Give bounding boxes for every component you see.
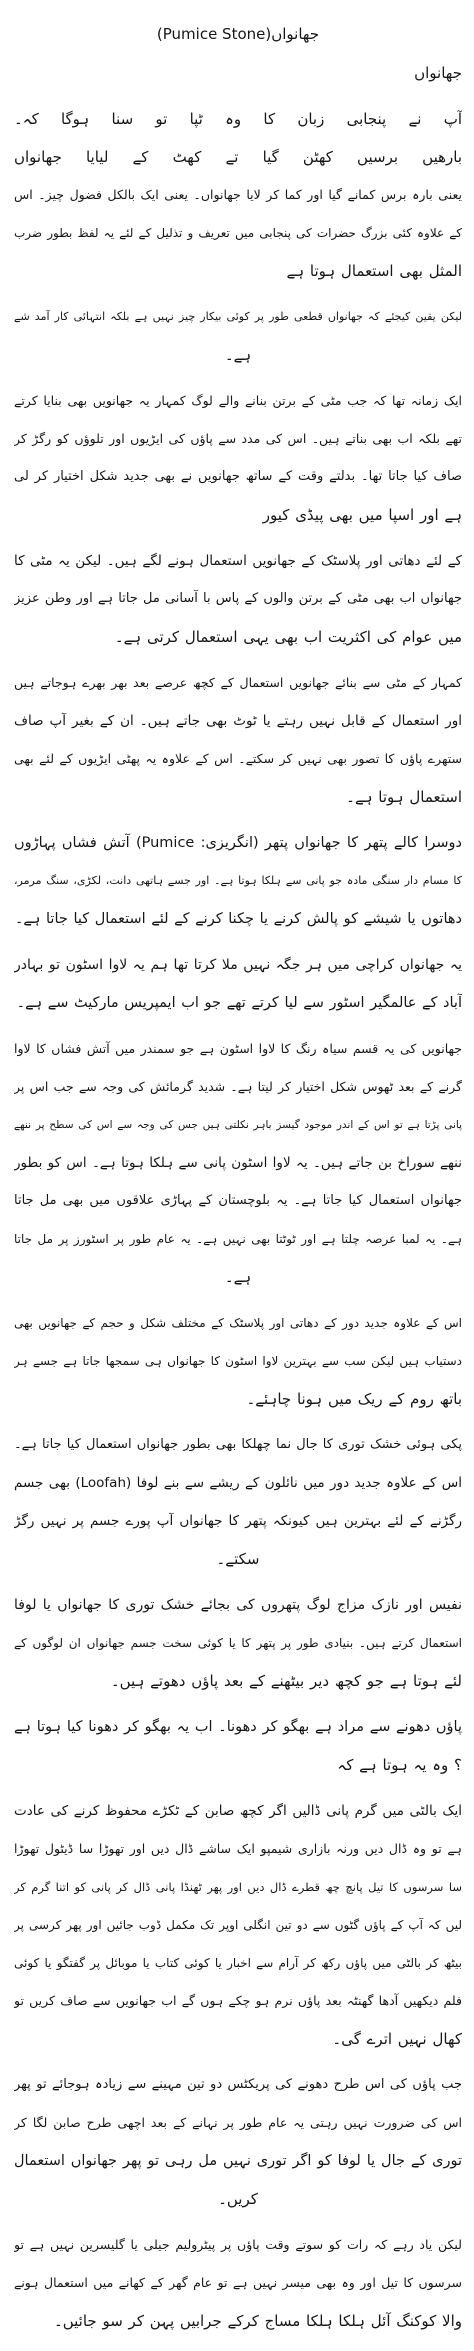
text-line: رگڑنے کے لئے بہترین ہیں کیونکہ پتھر کا جھانواں آپ پورے جسم پر نہیں رگڑ [14,1513,462,1529]
text-line: کھال نہیں اترے گی۔ [332,2030,462,2048]
text-line: اس کے علاوہ جدید دور کے دھاتی اور پلاسٹک کے مختلف شکل و حجم کے جھانویں بھی [14,1316,462,1330]
text-line: صاف کیا جاتا تھا۔ بدلتے وقت کے ساتھ جھانویں نے بھی جدید شکل اختیار کر لی [14,469,462,484]
text-line: پکی ہوئی خشک توری کا جال نما چھلکا بھی بطور جھانواں استعمال کیا جاتا ہے۔ [14,1437,462,1452]
text-line: ہے۔ یہ لمبا عرصہ چلتا ہے اور ٹوٹتا بھی نہیں ہے۔ یہ عام طور پر اسٹورز پر مل جاتا [14,1232,462,1246]
text-line: لیکن یاد رہے کہ رات کو سوتے وقت پاؤں پر پیٹرولیم جیلی یا گلیسرین نہیں ہے تو [14,2237,462,2252]
text-line: استعمال کرتے ہیں۔ بنیادی طور پر پتھر کا یا کوئی سخت جسم جھانواں ان لوگوں کے [14,1636,462,1650]
paragraph [14,100,462,290]
text-line: اس کی ضرورت نہیں رہتی یہ عام طور پر نہانے کے بعد اچھی طرح صابن لگا کر [14,2115,462,2130]
text-line: جھانویں کی یہ قسم سیاہ رنگ کا لاوا اسٹون ہے جو سمندر میں آتش فشاں کا لاوا [14,1041,462,1056]
text-line: جھانواں استعمال کیا جاتا ہے۔ یہ بلوچستان کے پہاڑی علاقوں میں بھی مل جاتا [14,1193,462,1208]
text-line: کے علاوہ کئی بزرگ حضرات کی پنجابی میں تعریف و تذلیل کے لئے یہ لفظ بطور ضرب [14,226,462,240]
paragraph [14,2066,462,2218]
paragraph [14,946,462,1022]
text-line: ننھے سوراخ بن جاتے ہیں۔ یہ لاوا اسٹون پانی سے ہلکا ہوتا ہے۔ اس کو بطور [14,1155,462,1171]
text-line: اس کے علاوہ جدید دور میں نائلون کے ریشے سے بنے لوفا (Loofah) بھی جسم [14,1475,462,1491]
text-line: توری کے جال یا لوفا کو اگر توری نہیں مل رہی تو پھر جھانواں استعمال [14,2153,462,2169]
paragraph [14,1586,462,1700]
text-line: فلم دیکھیں آدھا گھنٹہ بعد پاؤں نرم ہو چکے ہوں گے اب جھانویں سے صاف کریں تو [14,1993,462,2008]
paragraph [14,824,462,938]
text-line: بارھیں برسیں کھٹن گیا تے کھٹ کے لیایا جھانواں [14,148,462,166]
document-title: جھانواں(Pumice Stone) [156,25,320,43]
text-line: دوسرا کالے پتھر کا جھانواں پتھر (انگریزی: Pumice) آتش فشاں پہاڑوں [14,835,462,851]
paragraph [14,664,462,816]
text-line: دھاتوں یا شیشے کو پالش کرنے یا چکنا کرنے کے لئے استعمال کیا جاتا ہے۔ [14,911,462,927]
text-line: ہے اور اسپا میں بھی پیڈی کیور [262,506,462,524]
text-line: یہ جھانواں کراچی میں ہر جگہ نہیں ملا کرتا تھا ہم یہ لاوا اسٹون تو بہادر [14,957,462,973]
text-line: نفیس اور نازک مزاج لوگ پتھروں کی بجائے خشک توری کا جھانواں یا لوفا [14,1597,462,1613]
text-line: جھانواں اب بھی مٹی کے برتن والوں کے پاس با آسانی مل جاتا ہے اور وطن عزیز [14,591,462,606]
text-line: تھے بلکہ اب بھی بناتے ہیں۔ اس کی مدد سے پاؤں کی ایڑیوں اور تلوؤں کو رگڑ کر [14,431,462,446]
text-line: کمہار کے مٹی سے بنائے جھانویں استعمال کے کچھ عرصے بعد بھر بھرے ہوجاتے ہیں [14,675,462,690]
text-line: والا کوکنگ آئل ہلکا ہلکا مساج کرکے جرابیں پہن کر سو جائیں۔ [53,2312,462,2330]
section-heading: جھانواں [414,64,462,82]
text-line: یعنی بارہ برس کمانے گیا اور کما کر لایا جھانواں۔ یعنی ایک بالکل فضول چیز۔ اس [14,187,462,202]
text-line: ایک زمانہ تھا کہ جب مٹی کے برتن بنانے والے لوگ کمہار یہ جھانویں بھی بنایا کرتے [14,393,462,408]
text-line: آپ نے پنجابی زبان کا وہ ٹپا تو سنا ہوگا کہ۔ [14,110,462,128]
text-line: پاؤں دھونے سے مراد ہے بھگو کر دھونا۔ اب یہ بھگو کر دھونا کیا ہوتا ہے [14,1719,462,1735]
paragraph [14,1030,462,1296]
text-line: المثل بھی استعمال ہوتا ہے [286,262,462,280]
text-line: لیں کہ آپ کے پاؤں گٹوں سے دو تین انگلی اوپر تک مکمل ڈوب جائیں اور پھر کرسی پر [14,1918,462,1932]
text-line: اور استعمال کے قابل نہیں رہتے یا ٹوٹ بھی جاتے ہیں۔ ان کے بغیر آپ صاف [14,713,462,729]
paragraph [14,1792,462,2058]
text-line: پانی پڑتا ہے تو اس کے اندر موجود گیسز باہر نکلتی ہیں جس کی وجہ سے اس کی سطح پر ننھے [14,1119,462,1131]
text-line: بیٹھ کر بالٹی میں پاؤں رکھ کر آرام سے اخبار یا کوئی کتاب یا موبائل پر گفتگو یا کوئی [14,1956,462,1970]
text-line: سا سرسوں کا تیل پانچ چھ قطرے ڈال دیں اور پھر ٹھنڈا پانی ڈال کر پانی کو اتنا گرم کر [14,1880,462,1894]
text-line: کا مسام دار سنگی مادہ جو پانی سے ہلکا ہوتا ہے۔ اور جسے ہاتھی دانت، لکڑی، سنگ مرمر، [14,874,462,887]
text-line: آباد کے عالمگیر اسٹور سے لیا کرتے تھے جو اب ایمپریس مارکیٹ سے ہے۔ [16,995,462,1011]
text-line: ہے۔ [224,1268,252,1286]
text-line: ؟ وہ یہ ہوتا ہے کہ [337,1756,462,1774]
text-line: ہے۔ [224,346,252,364]
paragraph [14,1708,462,1784]
text-line: سرسوں کا تیل اور وہ بھی میسر نہیں ہے تو عام گھر کے کھانے میں استعمال ہونے [14,2275,462,2290]
text-line: میں عوام کی اکثریت اب بھی یہی استعمال کرتی ہے۔ [114,628,462,646]
text-line: لئے ہوتا ہے جو کچھ دیر بیٹھنے کے بعد پاؤں دھوتے ہیں۔ [110,1672,462,1690]
paragraph [14,2226,462,2340]
text-line: سکتے۔ [216,1550,260,1568]
text-line: باتھ روم کے ریک میں ہونا چاہئے۔ [246,1390,462,1408]
text-line: ایک بالٹی میں گرم پانی ڈالیں اگر کچھ صابن کے ٹکڑے محفوظ کرنے کی عادت [14,1803,462,1819]
text-line: ہے تو وہ ڈال دیں ورنہ بازاری شیمپو ایک ساشے ڈال دیں اور تھوڑا سا ڈیٹول تھوڑا [14,1841,462,1856]
paragraph [14,1304,462,1418]
text-line: گرنے کے بعد ٹھوس شکل اختیار کر لیتا ہے۔ شدید گرمائش کی وجہ سے جب اس پر [14,1079,462,1094]
text-line: ستھرے پاؤں کا تصور بھی نہیں کر سکتے۔ اس کے علاوہ یہ پھٹی ایڑیوں کے لئے بھی [14,751,462,766]
paragraph [14,1426,462,1578]
paragraph [14,542,462,656]
text-line: جب پاؤں کی اس طرح دھونے کی پریکٹس دو تین مہینے سے زیادہ ہوجائے تو پھر [14,2077,462,2092]
text-line: استعمال ہوتا ہے۔ [346,788,462,806]
text-line: دستیاب ہیں لیکن سب سے بہترین لاوا اسٹون کا جھانواں ہی سمجھا جاتا ہے جسے ہر [14,1354,462,1368]
text-line: کے لئے دھاتی اور پلاسٹک کے جھانویں استعمال ہونے لگے ہیں۔ لیکن یہ مٹی کا [14,553,462,569]
paragraph [14,382,462,534]
text-line: کریں۔ [218,2190,258,2208]
text-line: لیکن یقین کیجئے کہ جھانواں قطعی طور پر کوئی بیکار چیز نہیں ہے بلکہ انتہائی کار آمد شے [14,310,462,323]
paragraph [14,298,462,374]
